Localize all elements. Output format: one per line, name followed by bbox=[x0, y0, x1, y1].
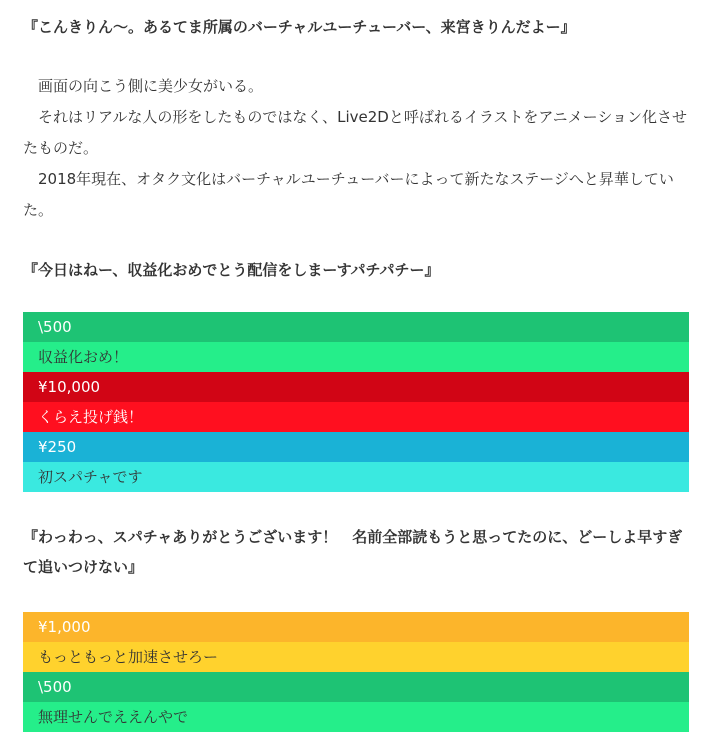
superchat-amount: \500 bbox=[23, 312, 689, 342]
narration-paragraph: それはリアルな人の形をしたものではなく、Live2Dと呼ばれるイラストをアニメーション化させたものだ。 bbox=[23, 108, 688, 157]
superchat-item bbox=[23, 312, 689, 372]
superchat-item bbox=[23, 432, 689, 492]
superchat-item bbox=[23, 372, 689, 432]
dialogue-line: 『わっわっ、スパチャありがとうございます！ 名前全部読もうと思ってたのに、どーしよ早すぎて追いつけない』 bbox=[23, 528, 683, 576]
narration-paragraph: 2018年現在、オタク文化はバーチャルユーチューバーによって新たなステージへと昇華していた。 bbox=[23, 170, 674, 219]
superchat-amount: ¥250 bbox=[23, 432, 689, 462]
superchat-message: くらえ投げ銭！ bbox=[23, 402, 689, 432]
superchat-list bbox=[23, 612, 689, 732]
dialogue-line: 『今日はねー、収益化おめでとう配信をしまーすパチパチー』 bbox=[23, 261, 440, 279]
superchat-message: 無理せんでええんやで bbox=[23, 702, 689, 732]
superchat-amount: \500 bbox=[23, 672, 689, 702]
superchat-item bbox=[23, 672, 689, 732]
superchat-list bbox=[23, 312, 689, 492]
superchat-message: もっともっと加速させろー bbox=[23, 642, 689, 672]
superchat-message: 収益化おめ！ bbox=[23, 342, 689, 372]
superchat-message: 初スパチャです bbox=[23, 462, 689, 492]
dialogue-line: 『こんきりん〜。あるてま所属のバーチャルユーチューバー、来宮きりんだよー』 bbox=[23, 18, 576, 36]
superchat-amount: ¥10,000 bbox=[23, 372, 689, 402]
superchat-amount: ¥1,000 bbox=[23, 612, 689, 642]
superchat-item bbox=[23, 612, 689, 672]
narration-paragraph: 画面の向こう側に美少女がいる。 bbox=[38, 77, 264, 95]
